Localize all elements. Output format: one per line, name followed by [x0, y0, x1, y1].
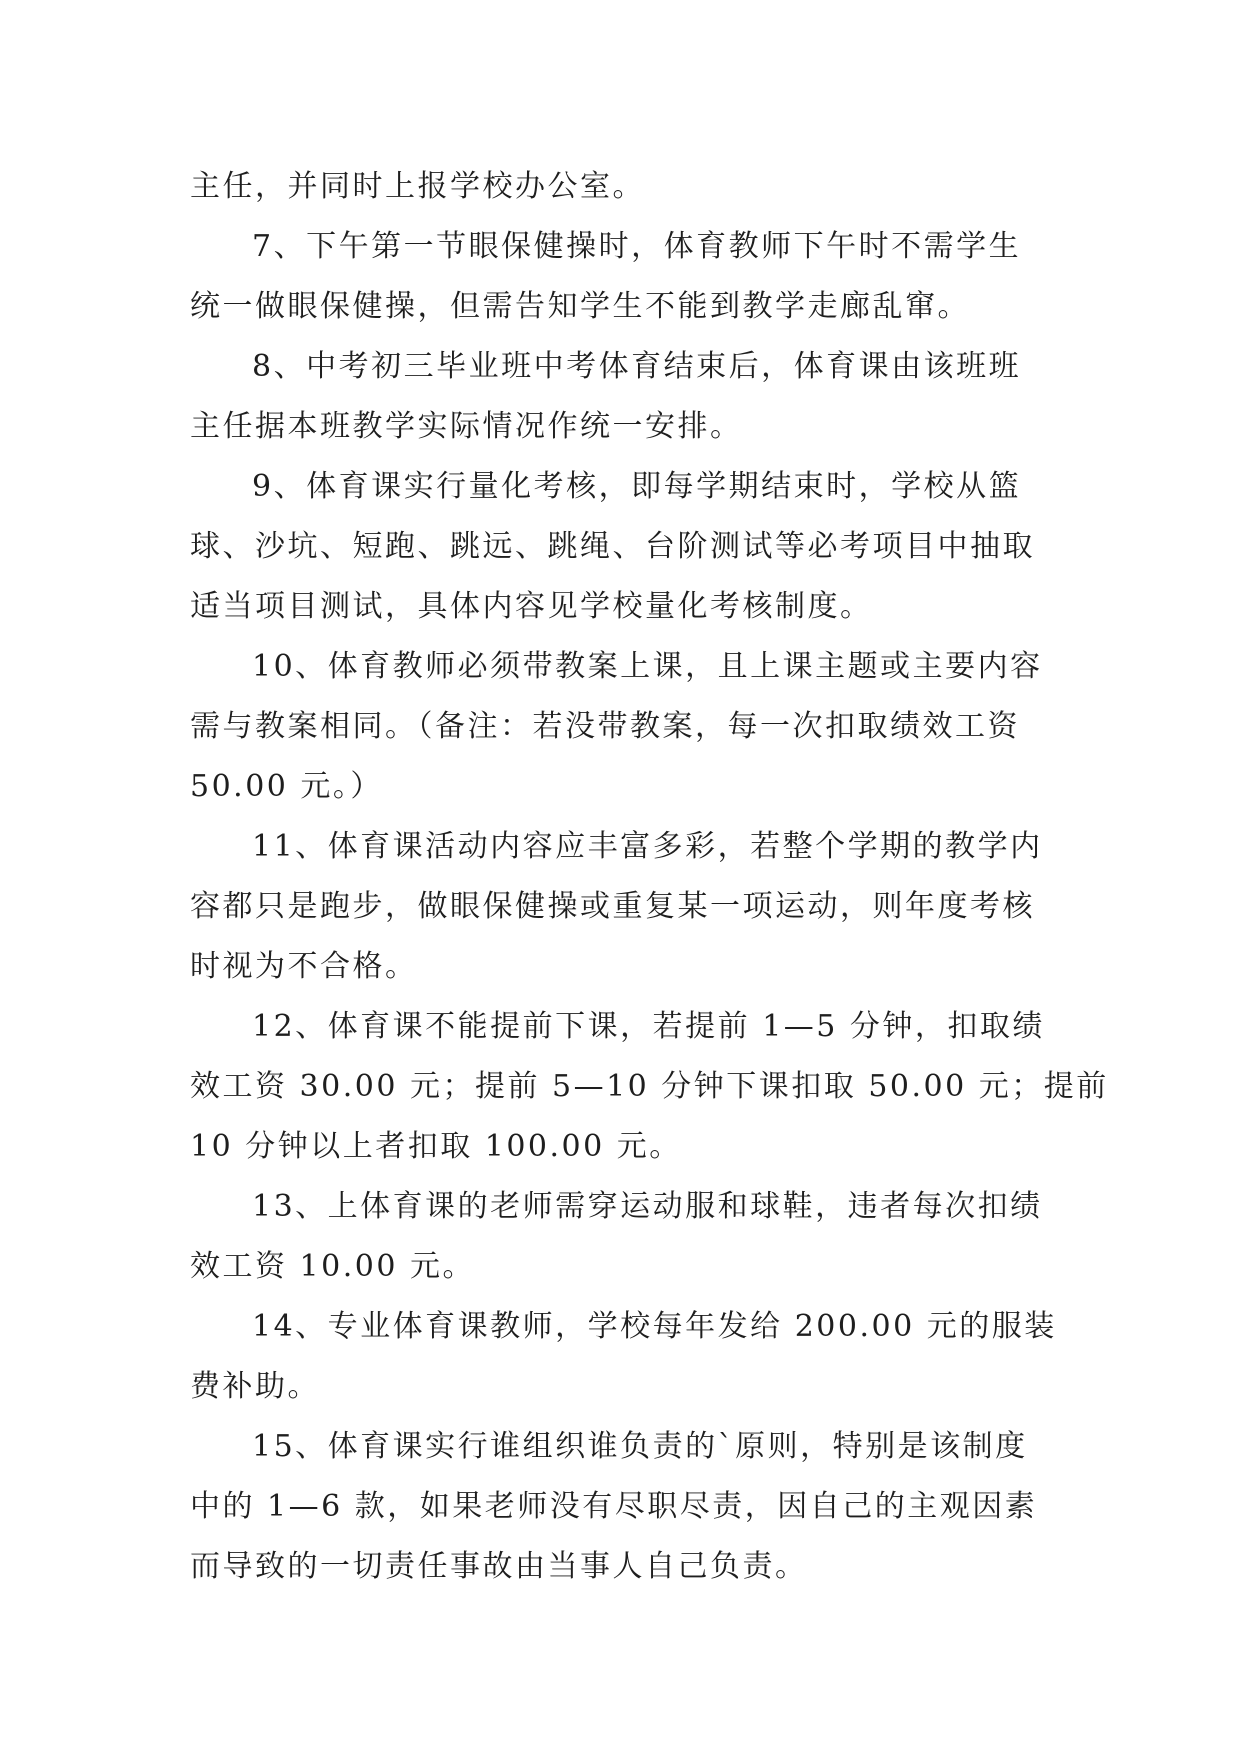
text-line: 统一做眼保健操，但需告知学生不能到教学走廊乱窜。 — [190, 289, 970, 324]
document-body — [190, 157, 1109, 1597]
text-line: 10 分钟以上者扣取 100.00 元。 — [190, 1129, 682, 1164]
text-line: 13、上体育课的老师需穿运动服和球鞋，违者每次扣绩 — [252, 1189, 1043, 1224]
text-line: 球、沙坑、短跑、跳远、跳绳、台阶测试等必考项目中抽取 — [190, 529, 1035, 564]
text-line: 容都只是跑步，做眼保健操或重复某一项运动，则年度考核 — [190, 889, 1035, 924]
text-line: 9、体育课实行量化考核，即每学期结束时，学校从篮 — [252, 469, 1022, 504]
text-line: 时视为不合格。 — [190, 949, 418, 984]
text-line: 而导致的一切责任事故由当事人自己负责。 — [190, 1549, 808, 1584]
text-line: 主任据本班教学实际情况作统一安排。 — [190, 409, 743, 444]
text-line: 8、中考初三毕业班中考体育结束后，体育课由该班班 — [252, 349, 1022, 384]
text-line: 15、体育课实行谁组织谁负责的`原则，特别是该制度 — [252, 1429, 1028, 1464]
text-line: 14、专业体育课教师，学校每年发给 200.00 元的服装 — [252, 1309, 1057, 1344]
text-line: 需与教案相同。（备注：若没带教案，每一次扣取绩效工资 — [190, 709, 1020, 744]
text-line: 适当项目测试，具体内容见学校量化考核制度。 — [190, 589, 873, 624]
text-line: 主任，并同时上报学校办公室。 — [190, 169, 645, 204]
text-line: 效工资 10.00 元。 — [190, 1249, 475, 1284]
text-line: 中的 1—6 款，如果老师没有尽职尽责，因自己的主观因素 — [190, 1489, 1038, 1524]
text-line: 12、体育课不能提前下课，若提前 1—5 分钟，扣取绩 — [252, 1009, 1045, 1044]
text-line: 7、下午第一节眼保健操时，体育教师下午时不需学生 — [252, 229, 1022, 264]
text-line: 效工资 30.00 元；提前 5—10 分钟下课扣取 50.00 元；提前 — [190, 1069, 1109, 1104]
text-line: 50.00 元。） — [190, 769, 383, 804]
text-line: 11、体育课活动内容应丰富多彩，若整个学期的教学内 — [252, 829, 1043, 864]
text-line: 费补助。 — [190, 1369, 320, 1404]
text-line: 10、体育教师必须带教案上课，且上课主题或主要内容 — [252, 649, 1043, 684]
